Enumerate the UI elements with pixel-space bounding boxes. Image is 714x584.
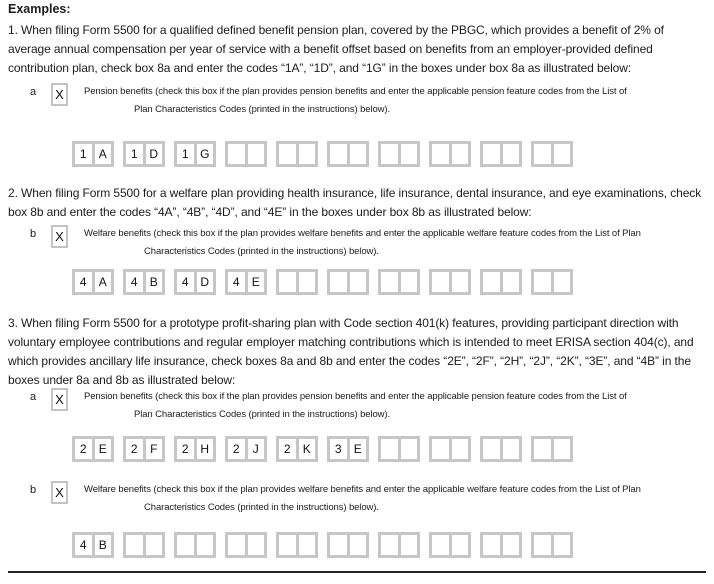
code-box-pair [72, 269, 114, 295]
code-box-cell [330, 535, 347, 555]
code-box-cell: E [248, 272, 265, 292]
code-box-cell [381, 535, 398, 555]
code-box-cell [432, 272, 449, 292]
code-box-cell [534, 439, 551, 459]
code-box-cell [483, 439, 500, 459]
code-box-pair [72, 436, 114, 462]
code-box-cell [126, 535, 143, 555]
code-box-cell [248, 535, 265, 555]
code-box-pair [123, 269, 165, 295]
code-box-cell [197, 535, 214, 555]
code-box-cell [299, 144, 316, 164]
code-box-pair [531, 141, 573, 167]
code-box-cell: B [95, 535, 112, 555]
code-box-cell: D [197, 272, 214, 292]
code-boxes-row-4 [72, 532, 573, 558]
item-label-line1: Pension benefits (check this box if the plan provides pension benefits and enter the applicable pension feature codes from the List of [84, 86, 627, 97]
code-boxes-row-3 [72, 436, 573, 462]
code-box-cell [452, 144, 469, 164]
item-label [84, 484, 712, 513]
code-box-cell [350, 144, 367, 164]
code-box-cell [228, 535, 245, 555]
code-box-cell [146, 535, 163, 555]
code-box-cell [554, 272, 571, 292]
code-box-cell [177, 535, 194, 555]
code-box-cell: 3 [330, 439, 347, 459]
code-box-pair [225, 141, 267, 167]
example-2-paragraph: 2. When filing Form 5500 for a welfare plan providing health insurance, life insurance, dental insurance, and eye examinations, check box 8b and enter the codes “4A”, “4B”, “4D”, and “4E” in the boxes under box 8b as illustrated below: [8, 186, 702, 219]
code-box-cell [401, 535, 418, 555]
code-box-cell [330, 144, 347, 164]
code-box-pair [225, 436, 267, 462]
code-box-pair [276, 141, 318, 167]
code-box-pair [429, 269, 471, 295]
code-box-pair [531, 269, 573, 295]
code-box-cell [381, 439, 398, 459]
code-box-cell [299, 535, 316, 555]
code-box-cell: A [95, 144, 112, 164]
checkbox-x-mark: X [55, 87, 64, 102]
code-boxes-row-2 [72, 269, 573, 295]
code-box-pair [531, 436, 573, 462]
checkbox-x-mark: X [55, 485, 64, 500]
code-box-cell: B [146, 272, 163, 292]
code-box-pair [480, 532, 522, 558]
code-box-cell: E [350, 439, 367, 459]
code-box-cell: H [197, 439, 214, 459]
code-box-pair [480, 141, 522, 167]
code-box-pair [225, 532, 267, 558]
code-box-pair [174, 532, 216, 558]
code-box-cell [279, 144, 296, 164]
code-box-cell [432, 144, 449, 164]
checkbox-8a-checked [51, 388, 68, 411]
item-label-line2: Characteristics Codes (printed in the instructions) below). [144, 501, 379, 513]
code-box-cell: 4 [75, 272, 92, 292]
code-box-cell: 1 [177, 144, 194, 164]
code-box-pair [123, 436, 165, 462]
code-box-cell: 2 [177, 439, 194, 459]
item-letter: b [30, 228, 37, 240]
code-box-cell [401, 439, 418, 459]
code-box-pair [480, 269, 522, 295]
code-box-cell [503, 272, 520, 292]
code-box-pair [276, 532, 318, 558]
item-label-line1: Welfare benefits (check this box if the plan provides welfare benefits and enter the applicable welfare feature codes from the List of Plan [84, 484, 641, 495]
code-box-pair [123, 532, 165, 558]
item-label [84, 391, 712, 420]
bottom-divider [8, 571, 706, 573]
code-box-cell [330, 272, 347, 292]
code-box-pair [378, 269, 420, 295]
code-box-cell: 1 [126, 144, 143, 164]
code-box-pair [327, 141, 369, 167]
checkbox-item-8a-example1 [0, 84, 714, 120]
example-1-paragraph: 1. When filing Form 5500 for a qualified defined benefit pension plan, covered by the PBGC, which provides a benefit of 2% of average annual compensation per year of service with a benefit offset based on benefits from an employer-provided defined contribution plan, check box 8a and enter the codes “1A”, “1D”, and “1G” in the boxes under box 8a as illustrated below: [8, 23, 664, 75]
code-box-cell [534, 535, 551, 555]
code-box-cell [554, 439, 571, 459]
code-box-pair [480, 436, 522, 462]
code-box-cell [350, 535, 367, 555]
code-box-cell [554, 144, 571, 164]
code-box-cell: 2 [126, 439, 143, 459]
code-box-cell [381, 272, 398, 292]
checkbox-8b-checked [51, 481, 68, 504]
code-box-cell: A [95, 272, 112, 292]
code-box-pair [378, 532, 420, 558]
code-box-pair [429, 436, 471, 462]
checkbox-x-mark: X [55, 229, 64, 244]
code-box-cell [401, 144, 418, 164]
checkbox-x-mark: X [55, 392, 64, 407]
code-box-pair [327, 436, 369, 462]
code-box-cell: 2 [228, 439, 245, 459]
code-box-cell: G [197, 144, 214, 164]
item-label [84, 86, 712, 115]
code-box-pair [429, 141, 471, 167]
code-box-pair [123, 141, 165, 167]
code-box-cell [503, 144, 520, 164]
item-label-line1: Pension benefits (check this box if the plan provides pension benefits and enter the applicable pension feature codes from the List of [84, 391, 627, 402]
checkbox-8a-checked [51, 83, 68, 106]
code-box-cell: J [248, 439, 265, 459]
code-box-cell [279, 272, 296, 292]
code-box-cell: E [95, 439, 112, 459]
code-box-cell: 2 [279, 439, 296, 459]
code-box-pair [174, 436, 216, 462]
item-label-line1: Welfare benefits (check this box if the plan provides welfare benefits and enter the applicable welfare feature codes from the List of Plan [84, 228, 641, 239]
code-box-cell: F [146, 439, 163, 459]
code-box-cell [401, 272, 418, 292]
item-label [84, 228, 712, 257]
code-box-cell [299, 272, 316, 292]
item-letter: a [30, 391, 37, 403]
code-box-cell: 4 [177, 272, 194, 292]
code-box-pair [276, 436, 318, 462]
examples-heading: Examples: [8, 2, 71, 16]
checkbox-8b-checked [51, 225, 68, 248]
code-box-cell [534, 272, 551, 292]
code-box-cell [483, 272, 500, 292]
code-box-cell: 1 [75, 144, 92, 164]
code-box-cell: 4 [126, 272, 143, 292]
code-box-pair [429, 532, 471, 558]
item-label-line2: Plan Characteristics Codes (printed in the instructions) below). [134, 103, 391, 115]
code-boxes-row-1 [72, 141, 573, 167]
code-box-cell: 2 [75, 439, 92, 459]
code-box-cell: D [146, 144, 163, 164]
code-box-pair [378, 436, 420, 462]
checkbox-item-8b-example3 [0, 482, 714, 518]
code-box-cell [432, 439, 449, 459]
checkbox-item-8a-example3 [0, 389, 714, 425]
code-box-cell [503, 535, 520, 555]
code-box-pair [327, 269, 369, 295]
code-box-cell [228, 144, 245, 164]
code-box-cell: K [299, 439, 316, 459]
code-box-cell [554, 535, 571, 555]
code-box-pair [225, 269, 267, 295]
code-box-cell [483, 535, 500, 555]
code-box-cell [534, 144, 551, 164]
code-box-pair [72, 141, 114, 167]
code-box-cell: 4 [75, 535, 92, 555]
code-box-cell [381, 144, 398, 164]
code-box-pair [174, 269, 216, 295]
code-box-pair [327, 532, 369, 558]
code-box-pair [174, 141, 216, 167]
item-label-line2: Plan Characteristics Codes (printed in the instructions) below). [134, 408, 391, 420]
code-box-pair [531, 532, 573, 558]
code-box-cell [248, 144, 265, 164]
checkbox-item-8b-example2 [0, 226, 714, 262]
code-box-cell [503, 439, 520, 459]
code-box-pair [276, 269, 318, 295]
code-box-cell: 4 [228, 272, 245, 292]
item-label-line2: Characteristics Codes (printed in the instructions) below). [144, 245, 379, 257]
code-box-cell [432, 535, 449, 555]
item-letter: a [30, 86, 37, 98]
code-box-cell [279, 535, 296, 555]
code-box-pair [378, 141, 420, 167]
code-box-cell [350, 272, 367, 292]
item-letter: b [30, 484, 37, 496]
code-box-cell [452, 439, 469, 459]
code-box-cell [483, 144, 500, 164]
example-3-paragraph: 3. When filing Form 5500 for a prototype profit-sharing plan with Code section 401(k) features, providing participant direction with voluntary employee contributions and regular employer matching contributions which is intended to meet ERISA section 404(c), and which provides ancillary life insurance, check boxes 8a and 8b and enter the codes “2E”, “2F”, “2H”, “2J”, “2K”, “3E”, and “4B” in the boxes under 8a and 8b as illustrated below: [8, 316, 694, 387]
code-box-cell [452, 272, 469, 292]
code-box-cell [452, 535, 469, 555]
code-box-pair [72, 532, 114, 558]
